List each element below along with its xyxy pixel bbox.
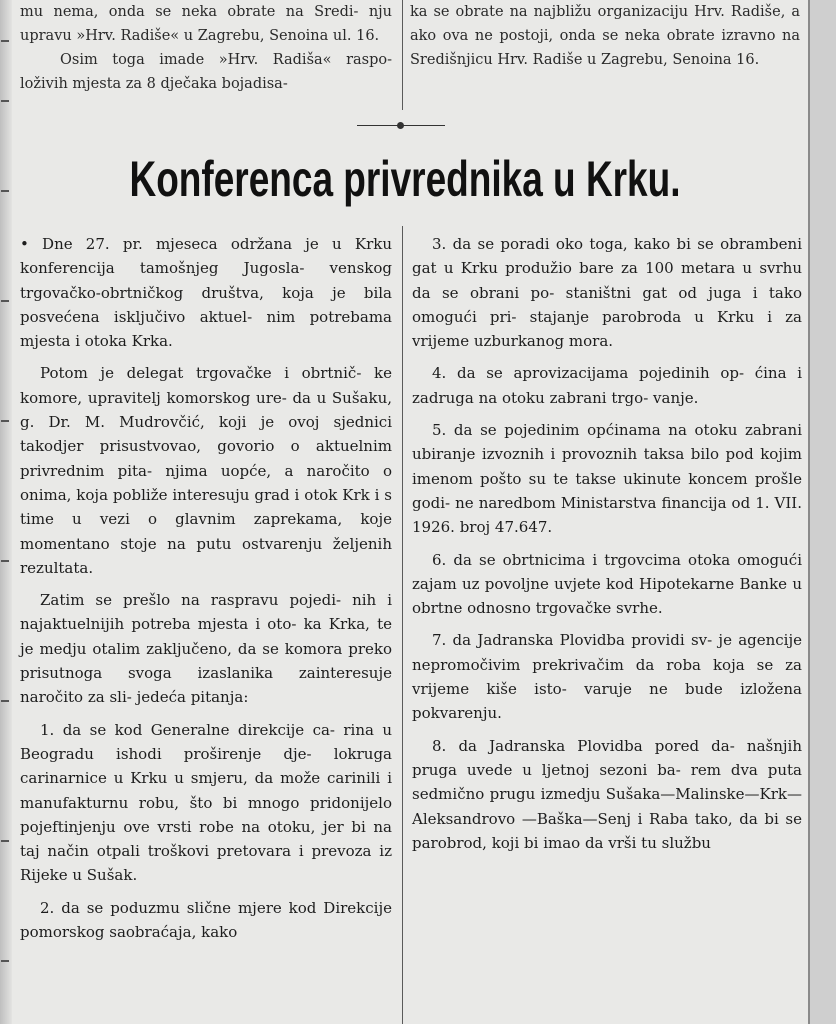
article-paragraph: 8. da Jadranska Plovidba pored da- našnjih pruga uvede u ljetnoj sezoni ba- rem dva puta sedmično prugu izmedju Sušaka—Malinske—Krk—Aleksandrovo —Baška—Senj i Raba tako, da bi se parobrod, koji bi imao da vrši tu službu [412, 736, 802, 852]
top-fragment-left-p2: Osim toga imade »Hrv. Radiša« raspo- loživih mjesta za 8 dječaka bojadisa- [20, 52, 392, 92]
column-rule-main [402, 226, 403, 1024]
article-paragraph: 1. da se kod Generalne direkcije ca- rina u Beogradu ishodi proširenje dje- lokruga carinarnice u Krku u smjeru, da može carinili i manufakturnu robu, što bi mnogo pridonijelo pojeftinjenju ove vrsti robe na otoku, jer bi na taj način otpali troškovi pretovara i prevoza iz Rijeke u Sušak. [20, 720, 392, 885]
article-paragraph: • Dne 27. pr. mjeseca održana je u Krku konferencija tamošnjeg Jugosla- venskog trgovačko-obrtničkog društva, koja je bila posvećena isključivo aktuel- nim potrebama mjesta i otoka Krka. [20, 235, 392, 351]
column-rule-top [402, 0, 403, 110]
top-fragment-right-p1: ka se obrate na najbližu organizaciju Hrv. Radiše, a ako ova ne postoji, onda se neka obrate izravno na Središnjicu Hrv. Radiše u Zagrebu, Senoina 16. [410, 4, 800, 68]
top-fragment-left-p1: mu nema, onda se neka obrate na Sredi- nju upravu »Hrv. Radiše« u Zagrebu, Senoina ul. 16. [20, 4, 392, 44]
top-fragment-left [20, 0, 392, 96]
article-headline: Konferenca privrednika u Krku. [129, 151, 681, 207]
top-fragment-right [410, 0, 800, 72]
article-paragraph: 4. da se aprovizacijama pojedinih op- ćina i zadruga na otoku zabrani trgo- vanje. [412, 364, 802, 407]
article-paragraph: 7. da Jadranska Plovidba providi sv- je agencije nepromočivim prekrivačim da roba koja se za vrijeme kiše isto- varuje ne bude izložena pokvarenju. [412, 631, 802, 723]
article-paragraph: 5. da se pojedinim općinama na otoku zabrani ubiranje izvoznih i provoznih taksa bilo pod kojim imenom pošto su te takse ukinute koncem prošle godi- ne naredbom Ministarstva financija od 1. VII. 1926. broj 47.647. [412, 421, 802, 537]
article-paragraph: Potom je delegat trgovačke i obrtnič- ke komore, upravitelj komorskog ure- da u Sušaku, g. Dr. M. Mudrovčić, koji je ovoj sjednici takodjer prisustvovao, govorio o aktuelnim privrednim pita- njima uopće, a naročito o onima, koja pobliže interesuju grad i otok Krk i s time u vezi o glavnim zaprekama, koje momentano stoje na putu ostvarenju željenih rezultata. [20, 364, 392, 577]
left-page-edge [0, 0, 12, 1024]
article-paragraph: Zatim se prešlo na raspravu pojedi- nih i najaktuelnijih potreba mjesta i oto- ka Krka, te je medju otalim zaključeno, da se komora preko prisutnoga svoga izaslanika zainteresuje naročito za sli- jedeća pitanja: [20, 591, 392, 707]
article-paragraph: 6. da se obrtnicima i trgovcima otoka omogući zajam uz povoljne uvjete kod Hipotekarne Banke u obrtne odnosno trgovačke svrhe. [412, 550, 802, 618]
article-paragraph: 2. da se poduzmu slične mjere kod Direkcije pomorskog saobraćaja, kako [20, 898, 392, 942]
article-left-column [20, 232, 392, 952]
article-paragraph: 3. da se poradi oko toga, kako bi se obrambeni gat u Krku produžio bare za 100 metara u svrhu da se obrani po- staništni gat od juga i tako omogući pri- stajanje parobroda u Krku i za vrijeme uzburkanog mora. [412, 235, 802, 351]
right-page-edge [808, 0, 836, 1024]
section-divider [357, 124, 445, 128]
article-right-column [412, 232, 802, 863]
